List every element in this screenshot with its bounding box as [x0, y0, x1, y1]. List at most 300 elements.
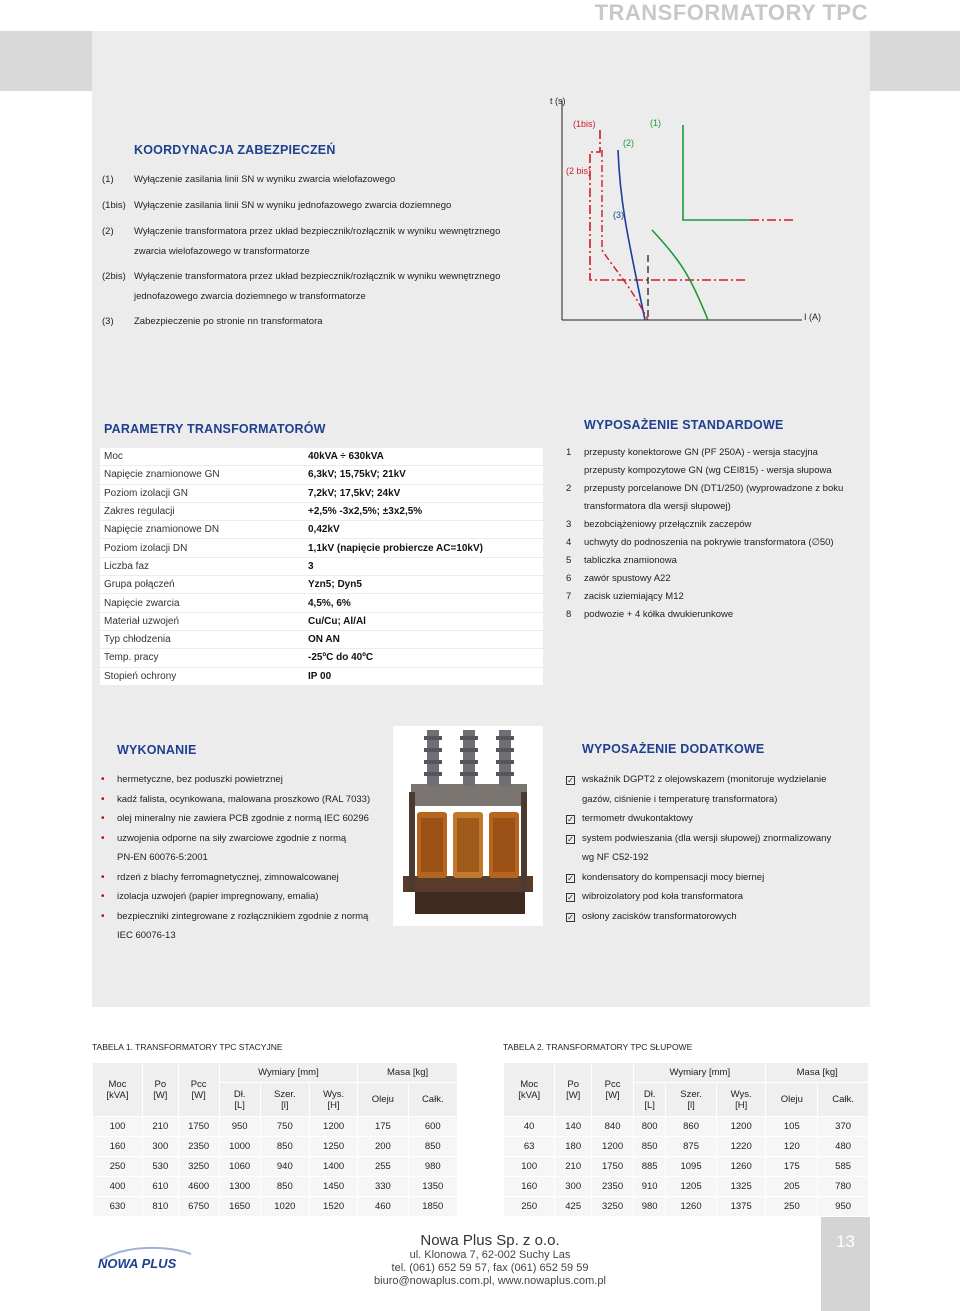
- table-cell: 330: [358, 1177, 408, 1197]
- koordynacja-item: [102, 267, 544, 307]
- std-item-line: przepusty porcelanowe DN (DT1/250) (wyprowadzone z boku: [584, 483, 844, 494]
- std-item-text: [584, 534, 834, 552]
- param-row: [100, 539, 543, 557]
- curve-1bis: [590, 130, 748, 280]
- std-item: [566, 534, 866, 552]
- wykonanie-item-line: hermetyczne, bez poduszki powietrznej: [117, 774, 283, 785]
- std-item-number: 1: [566, 447, 572, 458]
- dod-item-text: [582, 868, 764, 888]
- wyposazenie-dod-title: WYPOSAŻENIE DODATKOWE: [582, 742, 765, 756]
- bullet-icon: •: [101, 813, 105, 824]
- table-cell: 120: [766, 1137, 818, 1157]
- param-row: [100, 521, 543, 539]
- parametry-title: PARAMETRY TRANSFORMATORÓW: [104, 422, 326, 436]
- table-cell: 810: [143, 1197, 179, 1217]
- col-oleju-text: Oleju: [371, 1094, 394, 1105]
- table-cell: 3250: [592, 1197, 634, 1217]
- curve-3-label: (3): [613, 210, 624, 220]
- param-label: Napięcie zwarcia: [104, 597, 180, 609]
- std-item-line: podwozie + 4 kółka dwukierunkowe: [584, 609, 734, 620]
- table-cell: 480: [818, 1137, 869, 1157]
- col-pcc-text: [W]: [605, 1089, 620, 1101]
- param-label: Poziom izolacji DN: [104, 542, 188, 554]
- wykonanie-item: [101, 790, 391, 810]
- checkbox-checked-icon: ✓: [567, 912, 574, 922]
- dod-item: [566, 809, 866, 829]
- koordynacja-item-code: (2): [102, 226, 114, 237]
- dod-item-text: [582, 809, 693, 829]
- col-wys-text: [H]: [327, 1099, 340, 1111]
- col-oleju-text: Oleju: [780, 1094, 803, 1105]
- table-cell: 850: [408, 1137, 457, 1157]
- table-row: [504, 1177, 869, 1197]
- param-label: Napięcie znamionowe GN: [104, 469, 220, 481]
- col-calk-text: Całk.: [832, 1094, 854, 1105]
- table-cell: 1020: [260, 1197, 309, 1217]
- curve-2bis-label: (2 bis): [566, 166, 592, 176]
- wykonanie-item-line: uzwojenia odporne na siły zwarciowe zgodnie z normą: [117, 832, 347, 844]
- table-cell: 600: [408, 1117, 457, 1137]
- dod-item-line: wg NF C52-192: [582, 852, 649, 863]
- param-label: Poziom izolacji GN: [104, 487, 188, 499]
- dod-item: [566, 868, 866, 888]
- wykonanie-item-line: olej mineralny nie zawiera PCB zgodnie z normą IEC 60296: [117, 813, 369, 824]
- table-cell: 160: [93, 1137, 143, 1157]
- checkbox-checked-icon: ✓: [567, 815, 574, 824]
- std-item-line: zawór spustowy A22: [584, 573, 671, 584]
- table-cell: 885: [634, 1157, 666, 1177]
- koordynacja-item-code: (2bis): [102, 271, 126, 282]
- footer-contact[interactable]: biuro@nowaplus.com.pl, www.nowaplus.com.pl: [374, 1275, 606, 1287]
- std-item-line: zacisk uziemiający M12: [584, 591, 684, 602]
- checkbox-checked-icon: ✓: [567, 873, 574, 883]
- koordynacja-item-line: Wyłączenie transformatora przez układ bezpiecznik/rozłącznik w wyniku wewnętrznego: [134, 271, 501, 282]
- param-value: ON AN: [308, 634, 340, 646]
- koordynacja-item-code: (1bis): [102, 200, 126, 211]
- table-cell: 850: [634, 1137, 666, 1157]
- nowa-plus-logo: [96, 1240, 196, 1274]
- param-value: +2,5% -3x2,5%; ±3x2,5%: [308, 506, 423, 518]
- table-cell: 1250: [310, 1137, 358, 1157]
- param-row: [100, 485, 543, 503]
- table-cell: 1260: [666, 1197, 717, 1217]
- std-item-number: 4: [566, 537, 572, 548]
- checkbox-cell: [566, 868, 582, 888]
- table-cell: 1650: [219, 1197, 260, 1217]
- table-cell: 300: [143, 1137, 179, 1157]
- table-row: [504, 1197, 869, 1217]
- koordynacja-item-line: Wyłączenie zasilania linii SN w wyniku zwarcia wielofazowego: [134, 174, 396, 185]
- wyposazenie-std-list: [566, 444, 866, 624]
- dod-item-text: [582, 907, 737, 927]
- col-moc: [93, 1063, 143, 1117]
- koordynacja-title: KOORDYNACJA ZABEZPIECZEŃ: [134, 143, 336, 157]
- wykonanie-item-text: [117, 790, 370, 810]
- table-cell: 100: [93, 1117, 143, 1137]
- param-row: [100, 668, 543, 686]
- table-row: [504, 1137, 869, 1157]
- param-value: 40kVA ÷ 630kVA: [308, 451, 384, 463]
- koordynacja-item: [102, 196, 544, 216]
- bullet-icon: •: [101, 891, 105, 902]
- x-axis-label: I (A): [804, 312, 821, 322]
- koordynacja-item-line: jednofazowego zwarcia doziemnego w transformatorze: [134, 291, 366, 302]
- table-cell: 530: [143, 1157, 179, 1177]
- wykonanie-item-text: [117, 809, 369, 829]
- footer-phone: tel. (061) 652 59 57, fax (061) 652 59 59: [391, 1262, 589, 1274]
- dod-item-line: gazów, ciśnienie i temperaturę transformatora): [582, 793, 778, 805]
- param-label: Materiał uzwojeń: [104, 615, 180, 627]
- col-wys-text: [H]: [735, 1099, 748, 1111]
- std-item: [566, 516, 866, 534]
- dod-item-line: kondensatory do kompensacji mocy biernej: [582, 871, 765, 883]
- std-item-text: [584, 606, 733, 624]
- page-number: 13: [836, 1232, 855, 1251]
- koordynacja-item-line: Wyłączenie zasilania linii SN w wyniku jednofazowego zwarcia doziemnego: [134, 200, 452, 211]
- table-cell: 200: [358, 1137, 408, 1157]
- dod-item: [566, 829, 866, 868]
- table-cell: 4600: [178, 1177, 219, 1197]
- wykonanie-item-line: rdzeń z blachy ferromagnetycznej, zimnowalcowanej: [117, 871, 339, 883]
- col-calk-text: Całk.: [421, 1094, 444, 1105]
- table-cell: 255: [358, 1157, 408, 1177]
- col-pcc: [178, 1063, 219, 1117]
- table-cell: 250: [504, 1197, 555, 1217]
- table-cell: 840: [592, 1117, 634, 1137]
- footer-address: ul. Klonowa 7, 62-002 Suchy Las: [409, 1249, 571, 1261]
- bullet-icon: •: [101, 793, 105, 805]
- col-masa: [358, 1063, 458, 1083]
- table-cell: 850: [260, 1137, 309, 1157]
- param-label: Zakres regulacji: [104, 506, 175, 518]
- std-item: [566, 480, 866, 516]
- table-cell: 1260: [716, 1157, 766, 1177]
- table-cell: 250: [93, 1157, 143, 1177]
- param-row: [100, 448, 543, 466]
- checkbox-cell: [566, 887, 582, 907]
- table-row: [93, 1117, 458, 1137]
- param-label: Typ chłodzenia: [104, 634, 171, 646]
- table-cell: 400: [93, 1177, 143, 1197]
- table-cell: 875: [666, 1137, 717, 1157]
- table-cell: 1850: [408, 1197, 457, 1217]
- param-row: [100, 613, 543, 631]
- table-cell: 1095: [666, 1157, 717, 1177]
- header-bar-left: [0, 31, 92, 91]
- curve-3: [652, 230, 708, 320]
- checkbox-checked-icon: ✓: [567, 834, 574, 844]
- std-item-text: [584, 588, 684, 606]
- col-wys-text: Wys.: [730, 1088, 752, 1100]
- koordynacja-item-code: (3): [102, 316, 114, 327]
- col-wymiary-text: Wymiary [mm]: [258, 1067, 319, 1078]
- dod-item-line: wibroizolatory pod koła transformatora: [582, 891, 744, 902]
- param-value: 4,5%, 6%: [308, 597, 351, 609]
- col-oleju: [358, 1083, 408, 1117]
- dod-item-line: wskaźnik DGPT2 z olejowskazem (monitoruje wydzielanie: [582, 774, 827, 785]
- table-cell: 1200: [310, 1117, 358, 1137]
- table-cell: 980: [634, 1197, 666, 1217]
- dod-item-text: [582, 770, 826, 809]
- col-szer-text: Szer.: [680, 1088, 702, 1100]
- param-value: 3: [308, 560, 314, 572]
- table2-caption: TABELA 2. TRANSFORMATORY TPC SŁUPOWE: [503, 1042, 693, 1052]
- table1-caption: TABELA 1. TRANSFORMATORY TPC STACYJNE: [92, 1042, 283, 1052]
- table-cell: 300: [555, 1177, 592, 1197]
- table-cell: 780: [818, 1177, 869, 1197]
- table-cell: 140: [555, 1117, 592, 1137]
- param-row: [100, 576, 543, 594]
- table-cell: 370: [818, 1117, 869, 1137]
- table-cell: 800: [634, 1117, 666, 1137]
- table-cell: 175: [766, 1157, 818, 1177]
- transformer-photo: [393, 726, 543, 926]
- koordynacja-item-line: zwarcia wielofazowego w transformatorze: [134, 246, 310, 257]
- std-item-text: [584, 480, 843, 516]
- checkbox-cell: [566, 829, 582, 868]
- table-cell: 210: [143, 1117, 179, 1137]
- col-pcc-text: Pcc: [190, 1078, 207, 1090]
- curve-2bis: [602, 150, 648, 320]
- table-cell: 1200: [716, 1117, 766, 1137]
- col-szer: [260, 1083, 309, 1117]
- param-row: [100, 466, 543, 484]
- std-item-number: 8: [566, 609, 572, 620]
- table-cell: 205: [766, 1177, 818, 1197]
- col-po-text: Po: [154, 1078, 167, 1090]
- table-cell: 630: [93, 1197, 143, 1217]
- std-item-number: 7: [566, 591, 572, 602]
- wyposazenie-dod-list: [566, 770, 866, 926]
- coordination-chart: [540, 90, 840, 330]
- curve-1-label: (1): [650, 118, 661, 128]
- table-row: [93, 1177, 458, 1197]
- param-row: [100, 649, 543, 667]
- col-moc-text: Moc: [520, 1078, 539, 1090]
- param-value: Cu/Cu; Al/Al: [308, 615, 366, 627]
- table-cell: 160: [504, 1177, 555, 1197]
- coil-right: [489, 812, 519, 878]
- coil-middle: [453, 812, 483, 878]
- col-wys: [310, 1083, 358, 1117]
- table-cell: 1300: [219, 1177, 260, 1197]
- wykonanie-item-text: [117, 868, 339, 888]
- wykonanie-item-text: [117, 770, 283, 790]
- checkbox-checked-icon: ✓: [567, 776, 574, 785]
- col-pcc-text: [W]: [191, 1089, 206, 1101]
- col-wys: [716, 1083, 766, 1117]
- checkbox-checked-icon: ✓: [567, 893, 574, 902]
- param-value: 1,1kV (napięcie probiercze AC=10kV): [308, 542, 483, 554]
- wykonanie-list: [101, 770, 391, 946]
- koordynacja-item-line: Zabezpieczenie po stronie nn transformatora: [134, 316, 323, 327]
- table-cell: 910: [634, 1177, 666, 1197]
- table-cell: 1060: [219, 1157, 260, 1177]
- koordynacja-item-text: [134, 196, 544, 216]
- col-pcc: [592, 1063, 634, 1117]
- param-row: [100, 631, 543, 649]
- std-item-line: uchwyty do podnoszenia na pokrywie transformatora (∅50): [584, 537, 834, 548]
- checkbox-cell: [566, 770, 582, 809]
- wykonanie-item-text: [117, 907, 368, 946]
- table1: [92, 1062, 458, 1217]
- table-cell: 585: [818, 1157, 869, 1177]
- col-po-text: [W]: [566, 1089, 581, 1101]
- bullet-icon: •: [101, 871, 105, 883]
- col-masa-text: Masa [kg]: [796, 1067, 838, 1078]
- col-po: [555, 1063, 592, 1117]
- col-szer-text: [l]: [687, 1099, 695, 1111]
- param-value: IP 00: [308, 670, 332, 682]
- table-row: [93, 1157, 458, 1177]
- param-value: Yzn5; Dyn5: [308, 579, 362, 591]
- col-po: [143, 1063, 179, 1117]
- std-item-text: [584, 552, 677, 570]
- param-row: [100, 558, 543, 576]
- param-label: Grupa połączeń: [104, 579, 175, 591]
- std-item: [566, 606, 866, 624]
- table-row: [504, 1157, 869, 1177]
- table-cell: 1325: [716, 1177, 766, 1197]
- table-cell: 2350: [592, 1177, 634, 1197]
- table-row: [504, 1117, 869, 1137]
- wykonanie-item-line: IEC 60076-13: [117, 930, 176, 941]
- std-item-text: [584, 444, 832, 480]
- curve-2-label: (2): [623, 138, 634, 148]
- std-item-line: przepusty konektorowe GN (PF 250A) - wersja stacyjna: [584, 447, 818, 458]
- col-moc-text: [kVA]: [106, 1089, 129, 1101]
- table-cell: 980: [408, 1157, 457, 1177]
- wykonanie-item-line: kadź falista, ocynkowana, malowana proszkowo (RAL 7033): [117, 793, 371, 805]
- koordynacja-item: [102, 312, 544, 332]
- table-cell: 940: [260, 1157, 309, 1177]
- bullet-icon: •: [101, 832, 105, 844]
- col-oleju: [766, 1083, 818, 1117]
- coil-left: [417, 812, 447, 878]
- param-value: 7,2kV; 17,5kV; 24kV: [308, 487, 401, 499]
- table-cell: 1350: [408, 1177, 457, 1197]
- checkbox-cell: [566, 907, 582, 927]
- std-item-number: 2: [566, 483, 572, 494]
- param-value: 6,3kV; 15,75kV; 21kV: [308, 469, 406, 481]
- wykonanie-item-line: bezpieczniki zintegrowane z rozłącznikiem zgodnie z normą: [117, 910, 369, 922]
- param-label: Napięcie znamionowe DN: [104, 524, 220, 536]
- col-po-text: [W]: [153, 1089, 168, 1101]
- table-row: [93, 1137, 458, 1157]
- std-item-text: [584, 570, 671, 588]
- table-cell: 1205: [666, 1177, 717, 1197]
- footer-company: Nowa Plus Sp. z o.o.: [420, 1232, 560, 1249]
- col-dl-text: [L]: [234, 1099, 245, 1111]
- table-cell: 2350: [178, 1137, 219, 1157]
- param-value: -25ºC do 40ºC: [308, 652, 374, 664]
- col-szer-text: [l]: [281, 1099, 289, 1111]
- std-item-number: 5: [566, 555, 572, 566]
- parametry-table: [100, 448, 543, 686]
- col-dl-text: Dł.: [643, 1088, 656, 1100]
- table-cell: 250: [766, 1197, 818, 1217]
- table-cell: 6750: [178, 1197, 219, 1217]
- table-cell: 175: [358, 1117, 408, 1137]
- wykonanie-item: [101, 907, 391, 946]
- curve-2: [618, 150, 645, 320]
- param-label: Moc: [104, 451, 123, 463]
- curve-1bis-label: (1bis): [573, 119, 596, 129]
- col-moc: [504, 1063, 555, 1117]
- table-cell: 1200: [592, 1137, 634, 1157]
- col-wys-text: Wys.: [323, 1088, 345, 1100]
- std-item: [566, 444, 866, 480]
- col-dl: [634, 1083, 666, 1117]
- col-moc-text: Moc: [108, 1078, 127, 1090]
- table-cell: 180: [555, 1137, 592, 1157]
- table-cell: 1000: [219, 1137, 260, 1157]
- table-cell: 1750: [178, 1117, 219, 1137]
- table-cell: 425: [555, 1197, 592, 1217]
- wykonanie-title: WYKONANIE: [117, 743, 197, 757]
- std-item: [566, 588, 866, 606]
- std-item-line: transformatora dla wersji słupowej): [584, 501, 731, 512]
- koordynacja-item: [102, 222, 544, 262]
- page-header-title: TRANSFORMATORY TPC: [594, 0, 868, 25]
- col-szer-text: Szer.: [273, 1088, 296, 1100]
- table-cell: 860: [666, 1117, 717, 1137]
- koordynacja-item: [102, 170, 544, 190]
- col-moc-text: [kVA]: [518, 1089, 541, 1101]
- koordynacja-item-text: [134, 312, 544, 332]
- param-row: [100, 594, 543, 612]
- std-item-number: 3: [566, 519, 572, 530]
- dod-item-line: system podwieszania (dla wersji słupowej) znormalizowany: [582, 832, 832, 844]
- col-masa: [766, 1063, 869, 1083]
- table-cell: 950: [818, 1197, 869, 1217]
- std-item-text: [584, 516, 751, 534]
- col-dl-text: Dł.: [233, 1088, 246, 1100]
- wykonanie-item: [101, 868, 391, 888]
- table-cell: 1450: [310, 1177, 358, 1197]
- col-po-text: Po: [567, 1078, 579, 1090]
- std-item-line: bezobciążeniowy przełącznik zaczepów: [584, 519, 752, 530]
- col-masa-text: Masa [kg]: [387, 1067, 429, 1078]
- header-bar-right: [870, 31, 960, 91]
- koordynacja-item-text: [134, 267, 544, 307]
- table-cell: 105: [766, 1117, 818, 1137]
- param-label: Stopień ochrony: [104, 670, 177, 682]
- curve-1: [683, 125, 750, 220]
- table-cell: 40: [504, 1117, 555, 1137]
- wykonanie-item: [101, 809, 391, 829]
- table-cell: 1520: [310, 1197, 358, 1217]
- col-szer: [666, 1083, 717, 1117]
- koordynacja-item-text: [134, 222, 544, 262]
- dod-item: [566, 887, 866, 907]
- col-wymiary: [219, 1063, 358, 1083]
- table-cell: 210: [555, 1157, 592, 1177]
- table-cell: 460: [358, 1197, 408, 1217]
- dod-item-line: osłony zacisków transformatorowych: [582, 910, 737, 922]
- dod-item-text: [582, 829, 831, 868]
- dod-item-text: [582, 887, 743, 907]
- std-item-line: przepusty kompozytowe GN (wg CEI815) - wersja słupowa: [584, 465, 832, 476]
- param-label: Temp. pracy: [104, 652, 159, 664]
- dod-item-line: termometr dwukontaktowy: [582, 813, 693, 824]
- table-cell: 100: [504, 1157, 555, 1177]
- koordynacja-item-line: Wyłączenie transformatora przez układ bezpiecznik/rozłącznik w wyniku wewnętrznego: [134, 226, 501, 237]
- table-cell: 1375: [716, 1197, 766, 1217]
- table-cell: 63: [504, 1137, 555, 1157]
- table-cell: 1750: [592, 1157, 634, 1177]
- table-cell: 3250: [178, 1157, 219, 1177]
